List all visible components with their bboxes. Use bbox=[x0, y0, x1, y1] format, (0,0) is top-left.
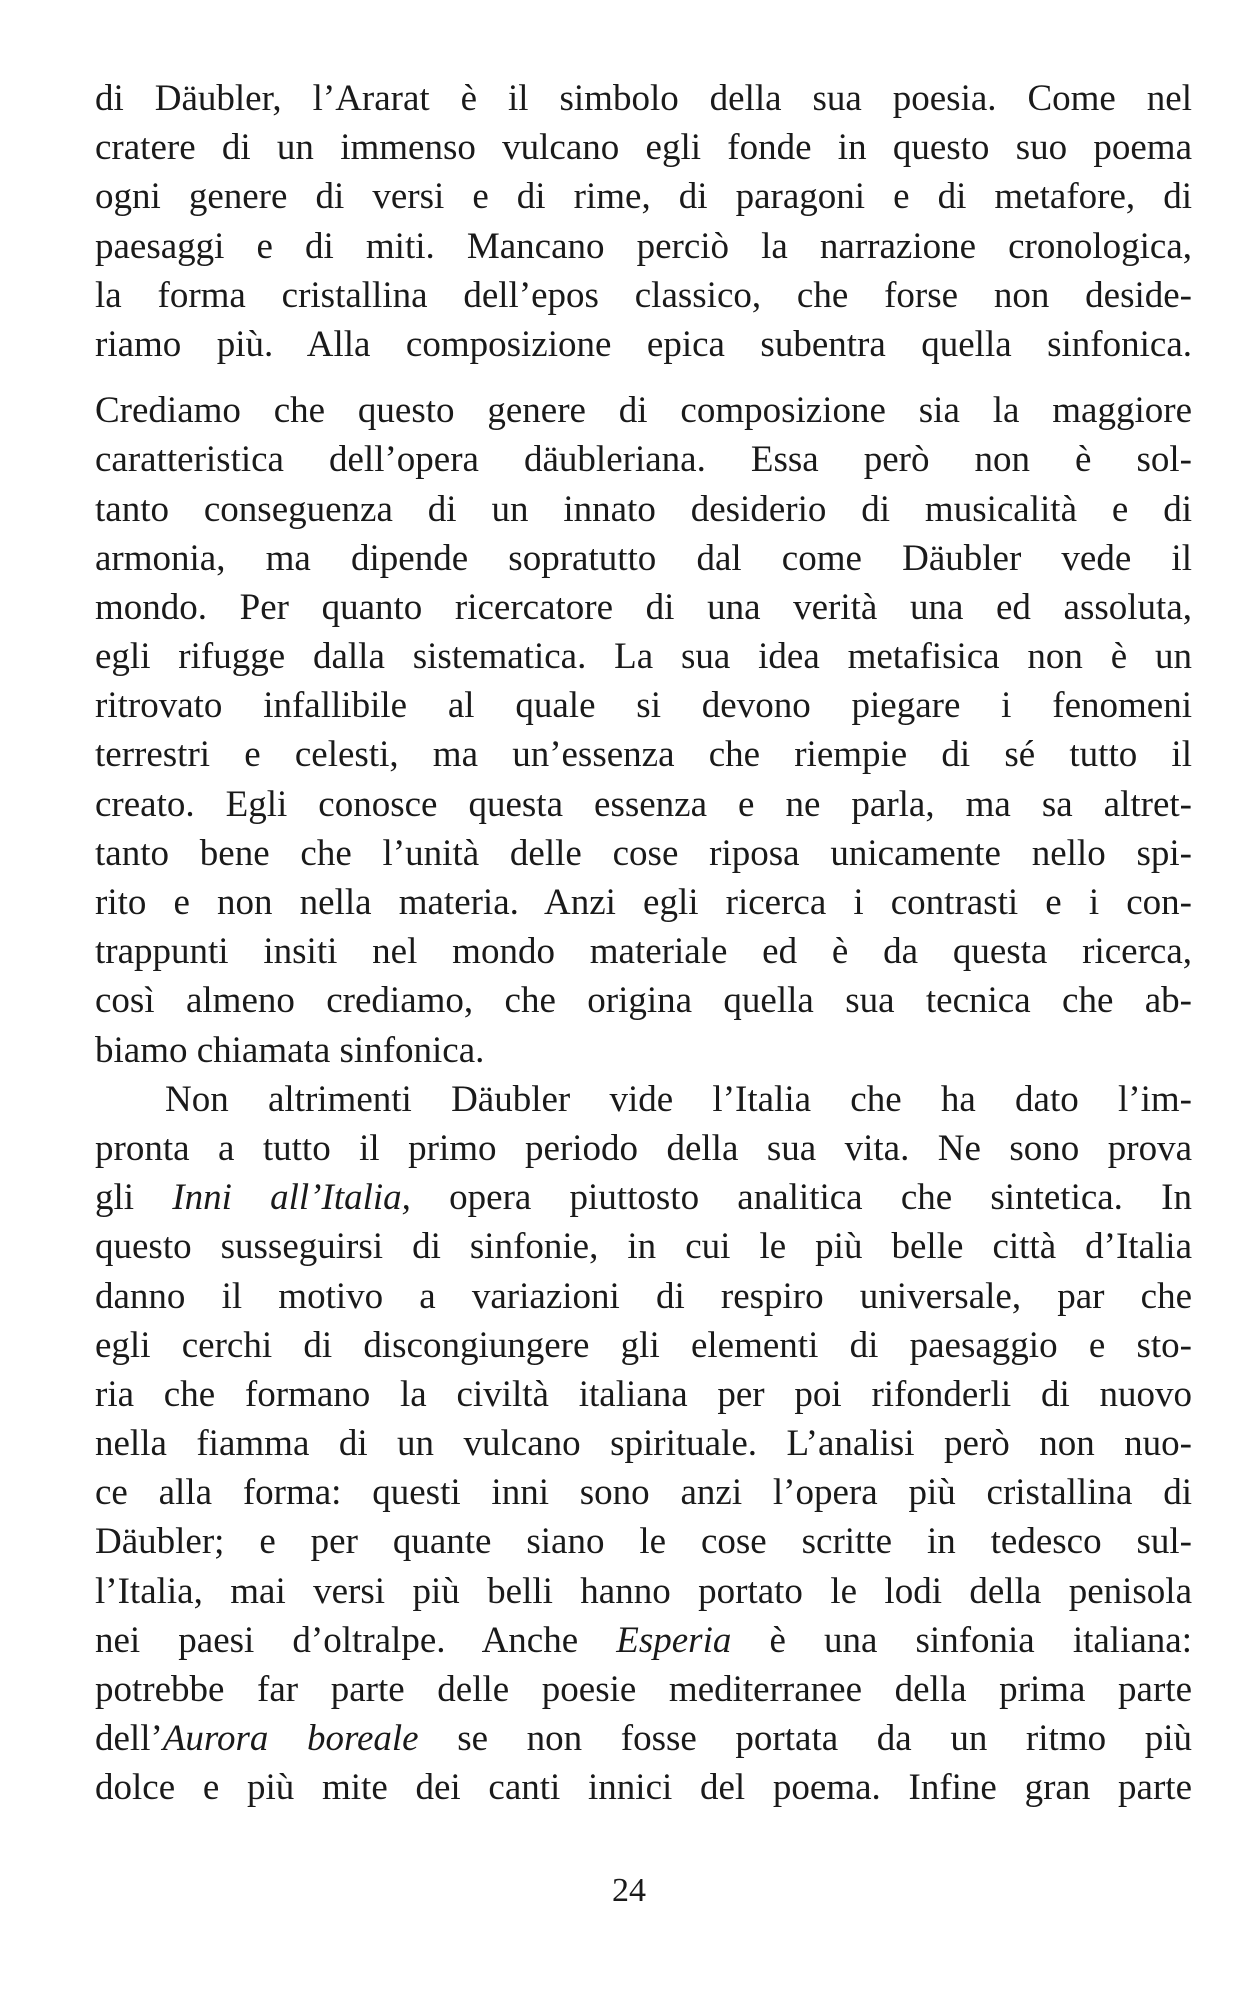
text-segment: rito e non nella materia. Anzi egli ricerca i contrasti e i con- bbox=[95, 882, 1192, 923]
text-line bbox=[95, 172, 1192, 221]
text-segment: pronta a tutto il primo periodo della sua vita. Ne sono prova bbox=[95, 1127, 1192, 1169]
italic-title: Esperia bbox=[616, 1619, 732, 1661]
text-segment: trappunti insiti nel mondo materiale ed è da questa ricerca, bbox=[95, 931, 1192, 973]
text-segment: questo susseguirsi di sinfonie, in cui le più belle città d’Italia bbox=[95, 1226, 1192, 1268]
text-segment: ogni genere di versi e di rime, di paragoni e di metafore, di bbox=[95, 176, 1192, 218]
text-line bbox=[95, 583, 1192, 632]
text-segment: terrestri e celesti, ma un’essenza che riempie di sé tutto il bbox=[95, 734, 1192, 776]
text-segment: creato. Egli conosce questa essenza e ne parla, ma sa altret- bbox=[95, 783, 1192, 825]
text-segment: dell’ bbox=[95, 1718, 163, 1760]
text-segment: Crediamo che questo genere di composizione sia la maggiore bbox=[95, 390, 1192, 432]
text-segment: ritrovato infallibile al quale si devono piegare i fenomeni bbox=[95, 685, 1192, 727]
text-line bbox=[95, 1370, 1192, 1419]
text-line bbox=[95, 730, 1192, 779]
text-line bbox=[95, 927, 1192, 976]
text-line bbox=[95, 320, 1192, 369]
text-segment: ce alla forma: questi inni sono anzi l’opera più cristallina di bbox=[95, 1472, 1192, 1514]
text-line bbox=[95, 780, 1192, 829]
text-segment: mondo. Per quanto ricercatore di una verità una ed assoluta, bbox=[95, 586, 1192, 628]
text-line bbox=[95, 222, 1192, 271]
italic-title: Aurora boreale bbox=[162, 1718, 419, 1760]
text-line bbox=[95, 123, 1192, 172]
body-text bbox=[95, 74, 1192, 1813]
text-segment: se non fosse portata da un ritmo più bbox=[418, 1718, 1192, 1760]
text-line bbox=[95, 1763, 1192, 1812]
text-segment: Non altrimenti Däubler vide l’Italia che ha dato l’im- bbox=[165, 1078, 1192, 1120]
text-line bbox=[95, 1321, 1192, 1370]
text-line bbox=[95, 485, 1192, 534]
text-segment: armonia, ma dipende sopratutto dal come Däubler vede il bbox=[95, 537, 1192, 579]
text-segment: caratteristica dell’opera däubleriana. Essa però non è sol- bbox=[95, 439, 1192, 481]
text-line bbox=[95, 386, 1192, 435]
text-segment: nella fiamma di un vulcano spirituale. L’analisi però non nuo- bbox=[95, 1423, 1192, 1465]
text-segment: egli rifugge dalla sistematica. La sua idea metafisica non è un bbox=[95, 636, 1192, 678]
text-segment: è una sinfonia italiana: bbox=[731, 1619, 1192, 1661]
text-segment: egli cerchi di discongiungere gli elementi di paesaggio e sto- bbox=[95, 1324, 1192, 1366]
text-line bbox=[95, 1665, 1192, 1714]
text-segment: di Däubler, l’Ararat è il simbolo della sua poesia. Come nel bbox=[95, 78, 1192, 119]
text-segment: dolce e più mite dei canti innici del poema. Infine gran parte bbox=[95, 1767, 1192, 1809]
text-line bbox=[95, 1124, 1192, 1173]
text-segment: ria che formano la civiltà italiana per poi rifonderli di nuovo bbox=[95, 1373, 1192, 1415]
text-line bbox=[95, 1567, 1192, 1616]
text-line bbox=[95, 1517, 1192, 1566]
text-segment: potrebbe far parte delle poesie mediterranee della prima parte bbox=[95, 1669, 1192, 1710]
text-line bbox=[95, 534, 1192, 583]
text-segment: Däubler; e per quante siano le cose scritte in tedesco sul- bbox=[95, 1521, 1192, 1563]
text-line bbox=[95, 1616, 1192, 1665]
text-segment: gli bbox=[95, 1177, 173, 1219]
text-line bbox=[95, 681, 1192, 730]
text-line bbox=[95, 1075, 1192, 1124]
text-line bbox=[95, 74, 1192, 123]
text-line bbox=[95, 271, 1192, 320]
text-segment: riamo più. Alla composizione epica subentra quella sinfonica. bbox=[95, 323, 1192, 365]
text-line bbox=[95, 1026, 1192, 1075]
text-line bbox=[95, 1714, 1192, 1763]
text-line bbox=[95, 632, 1192, 681]
text-segment: nei paesi d’oltralpe. Anche bbox=[95, 1619, 617, 1661]
text-line bbox=[95, 1468, 1192, 1517]
text-line bbox=[95, 1419, 1192, 1468]
text-line bbox=[95, 435, 1192, 484]
italic-title: Inni all’Italia, bbox=[172, 1177, 411, 1219]
text-segment: paesaggi e di miti. Mancano perciò la narrazione cronologica, bbox=[95, 225, 1192, 267]
text-line bbox=[95, 1222, 1192, 1271]
text-segment: l’Italia, mai versi più belli hanno portato le lodi della penisola bbox=[95, 1570, 1192, 1612]
text-segment: danno il motivo a variazioni di respiro universale, par che bbox=[95, 1275, 1192, 1317]
text-segment: così almeno crediamo, che origina quella sua tecnica che ab- bbox=[95, 980, 1192, 1022]
text-segment: cratere di un immenso vulcano egli fonde in questo suo poema bbox=[95, 127, 1192, 169]
text-line bbox=[95, 1173, 1192, 1222]
text-line bbox=[95, 1272, 1192, 1321]
text-segment: opera piuttosto analitica che sintetica. In bbox=[410, 1177, 1192, 1219]
text-segment: tanto conseguenza di un innato desiderio di musicalità e di bbox=[95, 488, 1192, 530]
text-line bbox=[95, 976, 1192, 1025]
text-segment: tanto bene che l’unità delle cose riposa unicamente nello spi- bbox=[95, 832, 1192, 874]
page-number: 24 bbox=[612, 1872, 646, 1909]
text-line bbox=[95, 829, 1192, 878]
text-line bbox=[95, 878, 1192, 927]
text-segment: biamo chiamata sinfonica. bbox=[95, 1029, 485, 1071]
text-segment: la forma cristallina dell’epos classico, che forse non deside- bbox=[95, 274, 1192, 316]
